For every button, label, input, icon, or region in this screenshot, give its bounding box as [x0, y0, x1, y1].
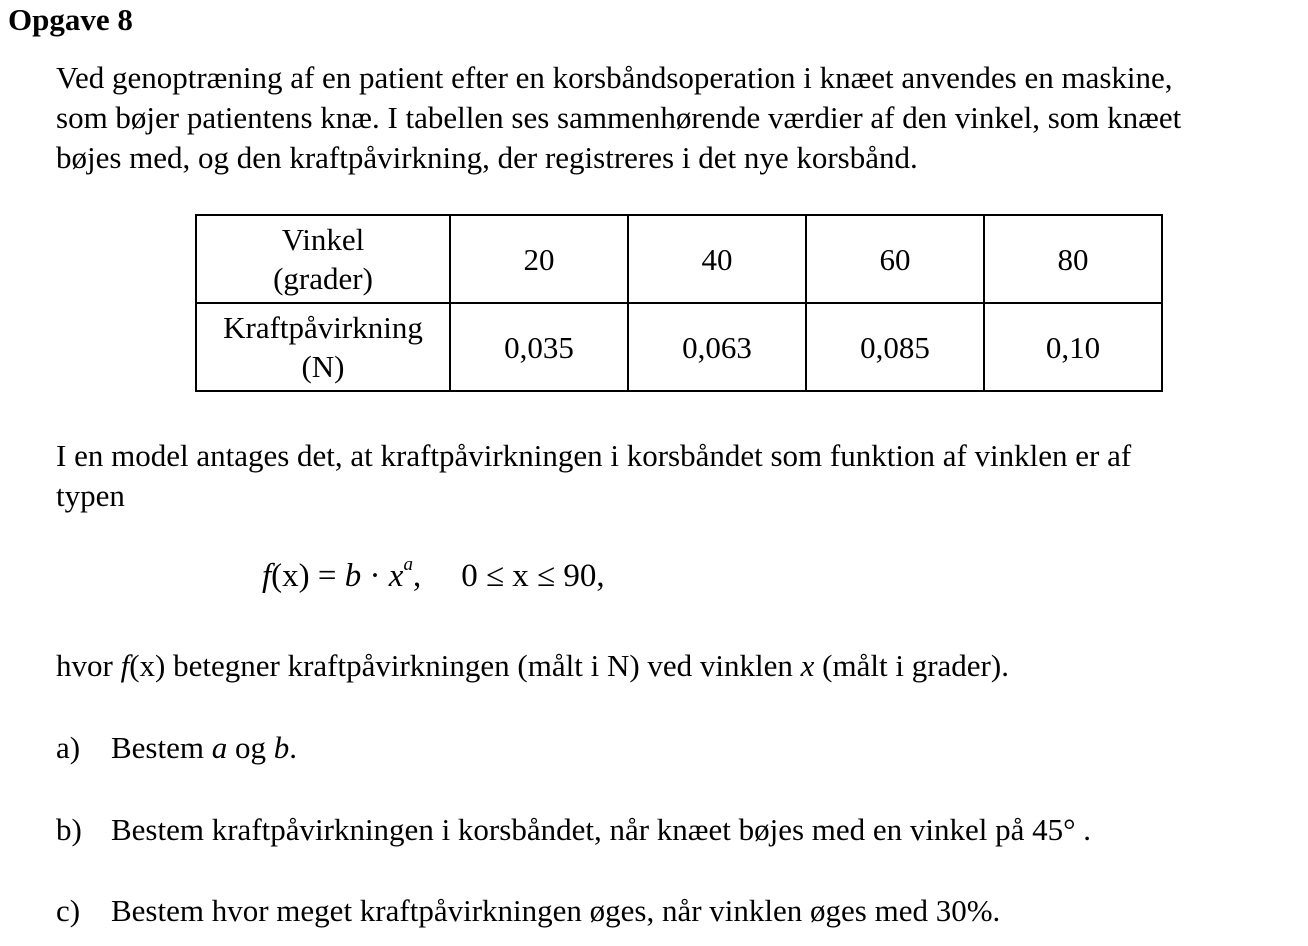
model-formula: [262, 554, 605, 595]
question-a-text2: og: [227, 730, 274, 765]
angle-value-cell: 60: [806, 215, 984, 303]
formula-x: x: [388, 558, 404, 594]
data-table: [195, 214, 1163, 392]
table-row-force: [196, 303, 1162, 391]
question-a: [56, 730, 297, 766]
model-paragraph: [56, 436, 1131, 516]
question-a-text1: Bestem: [111, 730, 212, 765]
angle-value-cell: 40: [628, 215, 806, 303]
force-value-cell: 0,063: [628, 303, 806, 391]
force-header-label: Kraftpåvirkning: [223, 310, 423, 345]
formula-b: b: [344, 558, 362, 594]
question-b-label: b): [56, 812, 82, 847]
question-a-var-a: a: [211, 730, 228, 765]
definition-paragraph: [56, 646, 1009, 686]
formula-f: f: [262, 558, 272, 594]
formula-dot: ·: [361, 558, 389, 594]
formula-arg: (x): [271, 558, 310, 594]
question-c-text: Bestem hvor meget kraftpåvirkningen øges, når vinklen øges med 30%.: [111, 893, 1001, 928]
force-value-cell: 0,035: [450, 303, 628, 391]
model-line-2: typen: [56, 478, 125, 513]
hvor-suffix: (målt i grader).: [814, 648, 1009, 683]
force-value-cell: 0,10: [984, 303, 1162, 391]
angle-header-unit: (grader): [273, 261, 373, 296]
question-a-var-b: b: [273, 730, 290, 765]
hvor-middle: betegner kraftpåvirkningen (målt i N) ved vinklen: [165, 648, 801, 683]
force-value-cell: 0,085: [806, 303, 984, 391]
formula-comma: ,: [412, 558, 422, 594]
force-header-cell: [196, 303, 450, 391]
hvor-prefix: hvor: [56, 648, 121, 683]
force-header-unit: (N): [301, 349, 345, 384]
formula-equals: =: [309, 558, 345, 594]
intro-line-2: som bøjer patientens knæ. I tabellen ses sammenhørende værdier af den vinkel, som knæet: [56, 100, 1182, 135]
question-a-text3: .: [289, 730, 297, 765]
task-heading: Opgave 8: [8, 2, 133, 37]
hvor-f: f: [120, 648, 130, 683]
model-line-1: I en model antages det, at kraftpåvirkningen i korsbåndet som funktion af vinklen er af: [56, 438, 1132, 473]
intro-paragraph: [56, 58, 1181, 178]
question-b-text: Bestem kraftpåvirkningen i korsbåndet, når knæet bøjes med en vinkel på 45° .: [111, 812, 1092, 847]
formula-domain: 0 ≤ x ≤ 90: [461, 558, 597, 594]
hvor-x: x: [800, 648, 815, 683]
formula-exponent: a: [403, 554, 413, 575]
question-c-label: c): [56, 893, 81, 928]
angle-value-cell: 20: [450, 215, 628, 303]
hvor-arg: (x): [129, 648, 166, 683]
angle-header-label: Vinkel: [281, 222, 365, 257]
table-row-angle: [196, 215, 1162, 303]
question-b: [56, 812, 1091, 848]
question-c: [56, 893, 1000, 929]
angle-header-cell: [196, 215, 450, 303]
angle-value-cell: 80: [984, 215, 1162, 303]
formula-end: ,: [596, 558, 605, 594]
intro-line-3: bøjes med, og den kraftpåvirkning, der registreres i det nye korsbånd.: [56, 140, 918, 175]
intro-line-1: Ved genoptræning af en patient efter en korsbåndsoperation i knæet anvendes en maskine,: [56, 60, 1173, 95]
question-a-label: a): [56, 730, 81, 765]
